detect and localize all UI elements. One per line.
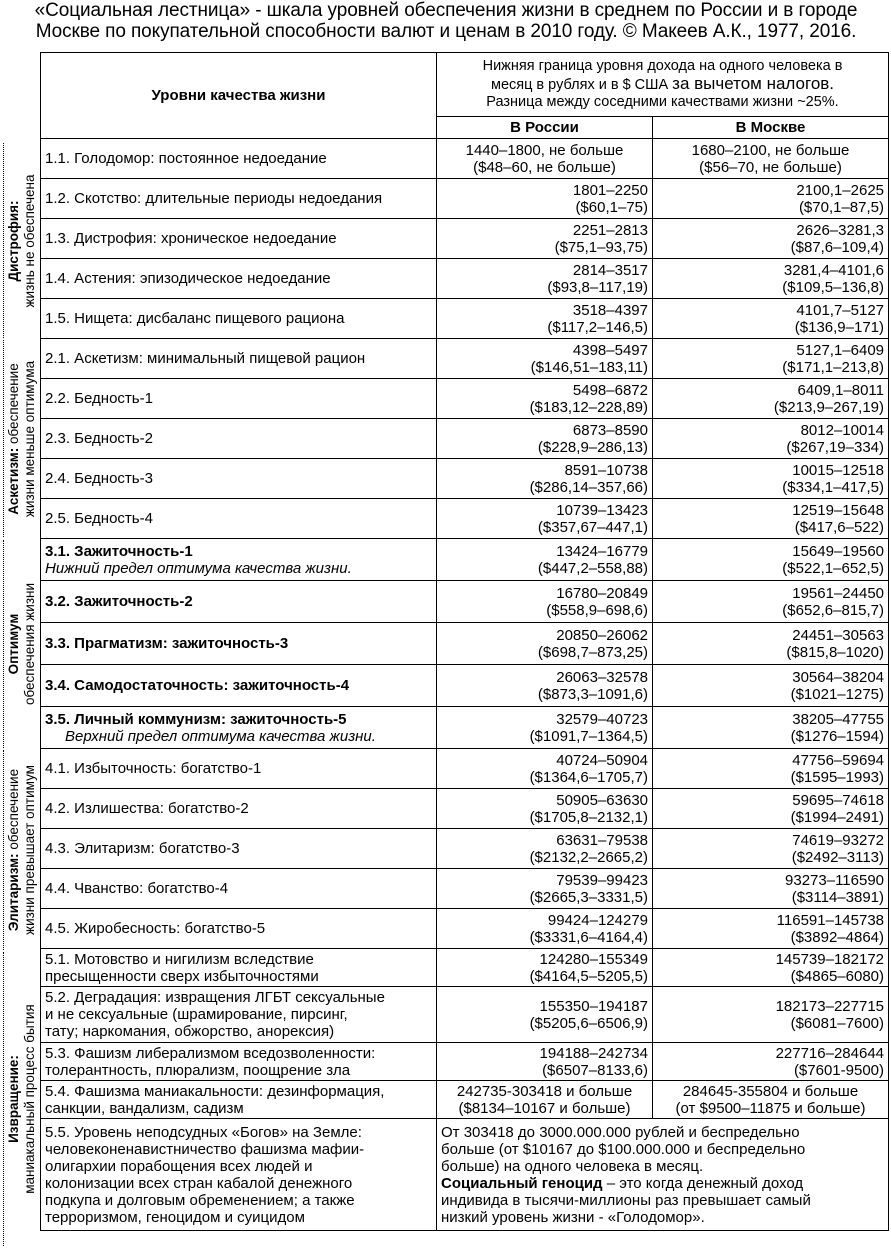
header-moscow: В Москве [653,117,889,139]
level-cell: 2.3. Бедность-2 [41,419,437,459]
russia-cell: 3518–4397 ($117,2–146,5) [437,299,653,339]
section-asceticism-subtitle-1: обеспечение [5,362,21,444]
moscow-cell: 38205–47755 ($1276–1594) [653,707,889,749]
section-elitism [3,750,39,950]
section-asceticism-subtitle-2: жизни меньше оптимума [21,360,37,517]
header-russia: В России [437,117,653,139]
table-row [41,1043,889,1081]
moscow-cell: 12519–15648 ($417,6–522) [653,499,889,539]
level-cell: 1.1. Голодомор: постоянное недоедание [41,139,437,179]
social-genocide-term: Социальный геноцид [441,1174,603,1192]
moscow-cell: 24451–30563 ($815,8–1020) [653,623,889,665]
table-row [41,339,889,379]
table-row [41,219,889,259]
last-description-cell: От 303418 до 3000.000.000 рублей и беспредельно больше (от $10167 до $100.000.000 и беспредельно больше) на одного человека в месяц. Социальный геноцид – это когда денежный доход индивида в тысячи-миллионы раз превышает самый низкий уровень жизни - «Голодомор». [437,1119,889,1231]
level-cell: 1.4. Астения: эпизодическое недоедание [41,259,437,299]
table-row [41,909,889,949]
level-cell: 2.2. Бедность-1 [41,379,437,419]
level-cell: 1.3. Дистрофия: хроническое недоедание [41,219,437,259]
section-perversion-title: Извращение: [5,1055,21,1143]
level-cell: 4.2. Излишества: богатство-2 [41,789,437,829]
russia-cell: 13424–16779 ($447,2–558,88) [437,539,653,581]
moscow-cell: 227716–284644 ($7601-9500) [653,1043,889,1081]
moscow-cell: 93273–116590 ($3114–3891) [653,869,889,909]
title-line-2: Москве по покупательной способности валют и ценам в 2010 году. © Макеев А.К., 1977, 2016. [35,21,857,42]
level-cell: 4.4. Чванство: богатство-4 [41,869,437,909]
section-dystrophy-subtitle: жизнь не обеспечена [21,174,37,307]
table-row [41,299,889,339]
russia-cell: 79539–99423 ($2665,3–3331,5) [437,869,653,909]
table-row [41,829,889,869]
section-perversion [3,952,39,1246]
level-cell: 5.5. Уровень неподсудных «Богов» на Земле: человеконенавистничество фашизма мафии- олигархии порабощения всех людей и колонизации всех стран кабалой денежного подкупа и долговым обременением; а также терроризмом, геноцидом и суицидом [41,1119,437,1231]
russia-cell: 26063–32578 ($873,3–1091,6) [437,665,653,707]
table-row [41,499,889,539]
moscow-cell: 8012–10014 ($267,19–334) [653,419,889,459]
section-asceticism-title: Аскетизм: [5,447,21,515]
moscow-cell: 116591–145738 ($3892–4864) [653,909,889,949]
table-row [41,419,889,459]
level-cell: 5.4. Фашизма маниакальности: дезинформация, санкции, вандализм, садизм [41,1081,437,1119]
table-row-optimum [41,581,889,623]
table-row [41,789,889,829]
russia-cell: 1440–1800, не больше ($48–60, не больше) [437,139,653,179]
section-optimum [3,540,39,748]
header-levels: Уровни качества жизни [41,53,437,139]
moscow-cell: 30564–38204 ($1021–1275) [653,665,889,707]
table-row-optimum [41,665,889,707]
header-description: Нижняя граница уровня дохода на одного человека в месяц в рублях и в $ США за вычетом налогов. Разница между соседними качествами жизни ~25%. [437,53,889,117]
moscow-cell: 47756–59694 ($1595–1993) [653,749,889,789]
table-row [41,259,889,299]
level-cell: 2.1. Аскетизм: минимальный пищевой рацион [41,339,437,379]
section-dystrophy-title: Дистрофия: [5,200,21,282]
section-labels [0,0,42,1250]
moscow-cell: 2100,1–2625 ($70,1–87,5) [653,179,889,219]
section-elitism-title: Элитаризм: [5,853,21,932]
russia-cell: 124280–155349 ($4164,5–5205,5) [437,949,653,987]
russia-cell: 1801–2250 ($60,1–75) [437,179,653,219]
table-row [41,1081,889,1119]
russia-cell: 155350–194187 ($5205,6–6506,9) [437,987,653,1043]
level-cell: 3.2. Зажиточность-2 [41,581,437,623]
table-row-last [41,1119,889,1231]
russia-cell: 50905–63630 ($1705,8–2132,1) [437,789,653,829]
russia-cell: 10739–13423 ($357,67–447,1) [437,499,653,539]
level-note: Нижний предел оптимума качества жизни. [45,559,352,577]
moscow-cell: 19561–24450 ($652,6–815,7) [653,581,889,623]
russia-cell: 194188–242734 ($6507–8133,6) [437,1043,653,1081]
moscow-cell: 145739–182172 ($4865–6080) [653,949,889,987]
moscow-cell: 74619–93272 ($2492–3113) [653,829,889,869]
level-cell: 2.4. Бедность-3 [41,459,437,499]
russia-cell: 6873–8590 ($228,9–286,13) [437,419,653,459]
level-cell: 5.3. Фашизм либерализмом вседозволенности: толерантность, плюрализм, поощрение зла [41,1043,437,1081]
russia-cell: 40724–50904 ($1364,6–1705,7) [437,749,653,789]
document-title [6,0,886,42]
table-row [41,379,889,419]
table-row [41,179,889,219]
level-cell: 2.5. Бедность-4 [41,499,437,539]
table-row [41,139,889,179]
table-row [41,749,889,789]
level-cell: 4.1. Избыточность: богатство-1 [41,749,437,789]
level-cell: 3.5. Личный коммунизм: зажиточность-5 Верхний предел оптимума качества жизни. [41,707,437,749]
table-row [41,987,889,1043]
level-note: Верхний предел оптимума качества жизни. [65,727,376,745]
section-dystrophy [3,143,39,338]
table-row [41,869,889,909]
moscow-cell: 15649–19560 ($522,1–652,5) [653,539,889,581]
moscow-cell: 3281,4–4101,6 ($109,5–136,8) [653,259,889,299]
russia-cell: 20850–26062 ($698,7–873,25) [437,623,653,665]
russia-cell: 32579–40723 ($1091,7–1364,5) [437,707,653,749]
level-cell: 5.1. Мотовство и нигилизм вследствие пресыщенности сверх избыточностями [41,949,437,987]
income-levels-table [40,52,889,1231]
russia-cell: 63631–79538 ($2132,2–2665,2) [437,829,653,869]
russia-cell: 99424–124279 ($3331,6–4164,4) [437,909,653,949]
russia-cell: 2814–3517 ($93,8–117,19) [437,259,653,299]
moscow-cell: 182173–227715 ($6081–7600) [653,987,889,1043]
level-cell: 4.5. Жиробесность: богатство-5 [41,909,437,949]
section-elitism-subtitle-2: жизни превышает оптимум [21,765,37,935]
russia-cell: 242735-303418 и больше ($8134–10167 и больше) [437,1081,653,1119]
section-perversion-subtitle: маниакальный процесс бытия [21,1004,37,1194]
table-row-optimum [41,623,889,665]
table-row-optimum [41,539,889,581]
title-line-1: «Социальная лестница» - шкала уровней обеспечения жизни в среднем по России и в городе [34,0,858,21]
table-row [41,459,889,499]
russia-cell: 16780–20849 ($558,9–698,6) [437,581,653,623]
moscow-cell: 2626–3281,3 ($87,6–109,4) [653,219,889,259]
moscow-cell: 5127,1–6409 ($171,1–213,8) [653,339,889,379]
level-cell: 4.3. Элитаризм: богатство-3 [41,829,437,869]
moscow-cell: 10015–12518 ($334,1–417,5) [653,459,889,499]
table-row-optimum [41,707,889,749]
russia-cell: 8591–10738 ($286,14–357,66) [437,459,653,499]
level-cell: 3.1. Зажиточность-1 Нижний предел оптимума качества жизни. [41,539,437,581]
table-row [41,949,889,987]
section-optimum-title: Оптимум [5,613,21,675]
moscow-cell: 4101,7–5127 ($136,9–171) [653,299,889,339]
moscow-cell: 6409,1–8011 ($213,9–267,19) [653,379,889,419]
moscow-cell: 1680–2100, не больше ($56–70, не больше) [653,139,889,179]
moscow-cell: 284645-355804 и больше (от $9500–11875 и больше) [653,1081,889,1119]
section-asceticism [3,340,39,537]
level-cell: 1.2. Скотство: длительные периоды недоедания [41,179,437,219]
level-cell: 3.4. Самодостаточность: зажиточность-4 [41,665,437,707]
russia-cell: 4398–5497 ($146,51–183,11) [437,339,653,379]
level-cell: 3.3. Прагматизм: зажиточность-3 [41,623,437,665]
section-elitism-subtitle-1: обеспечение [5,768,21,850]
russia-cell: 2251–2813 ($75,1–93,75) [437,219,653,259]
moscow-cell: 59695–74618 ($1994–2491) [653,789,889,829]
russia-cell: 5498–6872 ($183,12–228,89) [437,379,653,419]
level-cell: 5.2. Деградация: извращения ЛГБТ сексуальные и не сексуальные (шрамирование, пирсинг, тату; наркомания, обжорство, анорексия) [41,987,437,1043]
level-cell: 1.5. Нищета: дисбаланс пищевого рациона [41,299,437,339]
section-optimum-subtitle: обеспечения жизни [21,582,37,706]
